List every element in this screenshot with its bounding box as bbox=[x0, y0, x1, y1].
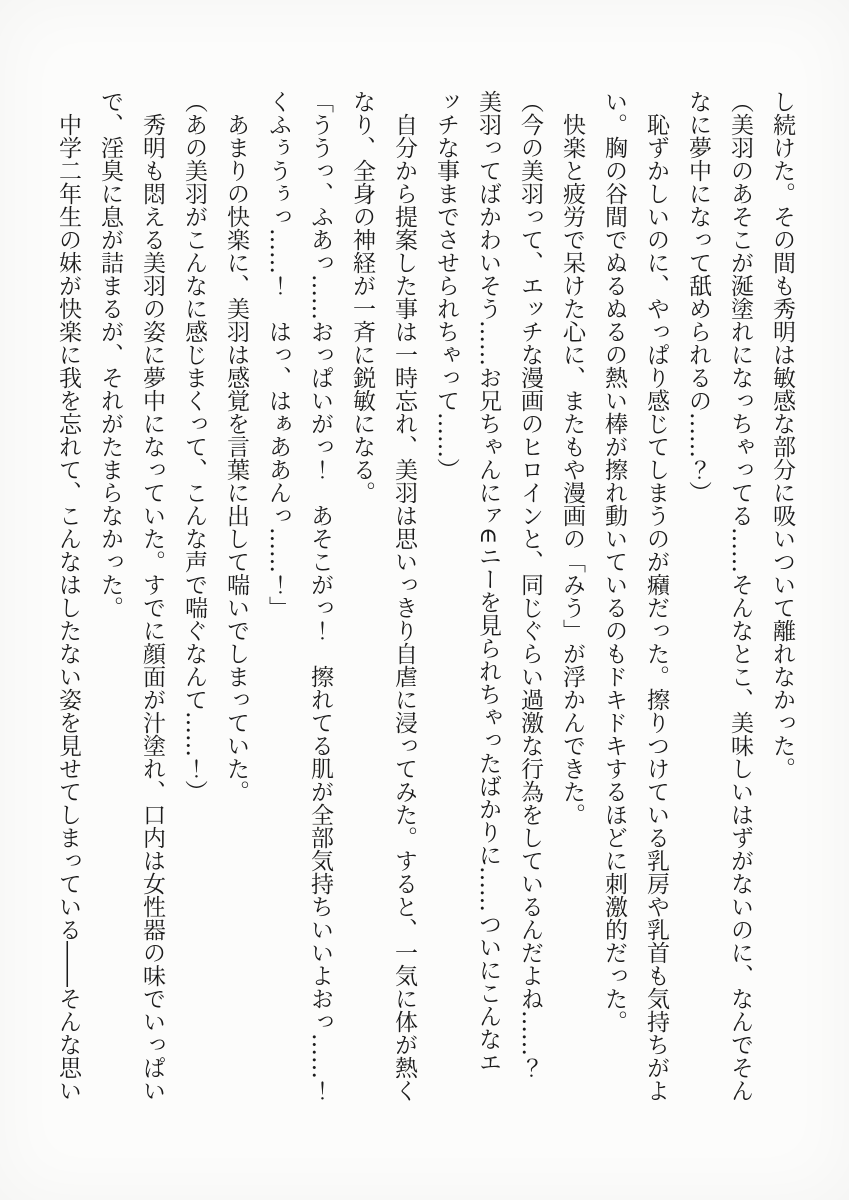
vertical-text-block bbox=[47, 90, 803, 1104]
text-line: 「ううっ、ふあっ……おっぱいがっ！ あそこがっ！ 擦れてる肌が全部気持ちいいよおっ……！ bbox=[307, 90, 333, 1102]
text-line: で、淫臭に息が詰まるが、それがたまらなかった。 bbox=[97, 90, 123, 619]
text-line: （あの美羽がこんなに感じまくって、こんな声で喘ぐなんて……！） bbox=[181, 90, 207, 803]
text-line: なに夢中になって舐められるの……？） bbox=[685, 90, 711, 504]
text-line: 自分から提案した事は一時忘れ、美羽は思いっきり自虐に浸ってみた。すると、一気に体が熱く bbox=[391, 90, 417, 1102]
text-line: い。胸の谷間でぬるぬるの熱い棒が擦れ動いているのもドキドキするほどに刺激的だった。 bbox=[601, 90, 627, 1033]
text-line: 快楽と疲労で呆けた心に、またもや漫画の「みう」が浮かんできた。 bbox=[559, 90, 585, 826]
text-line: 中学二年生の妹が快楽に我を忘れて、こんなはしたない姿を見せてしまっている――そんな思い bbox=[55, 90, 81, 1102]
text-line: 恥ずかしいのに、やっぱり感じてしまうのが癪だった。擦りつけている乳房や乳首も気持ちがよ bbox=[643, 90, 669, 1102]
text-line: （美羽のあそこが涎塗れになっちゃってる……そんなとこ、美味しいはずがないのに、なんでそん bbox=[727, 90, 753, 1102]
text-line: し続けた。その間も秀明は敏感な部分に吸いついて離れなかった。 bbox=[769, 90, 795, 780]
text-line: （今の美羽って、エッチな漫画のヒロインと、同じぐらい過激な行為をしているんだよね……？ bbox=[517, 90, 543, 1079]
text-line: あまりの快楽に、美羽は感覚を言葉に出して喘いでしまっていた。 bbox=[223, 90, 249, 803]
text-line: くふぅうぅっ……！ はっ、はぁああんっ……！」 bbox=[265, 90, 291, 619]
text-line: 美羽ってばかわいそう……お兄ちゃんにァ∈ニーを見られちゃったばかりに……ついにこんなエ bbox=[475, 90, 501, 1074]
text-line: なり、全身の神経が一斉に鋭敏になる。 bbox=[349, 90, 375, 504]
text-line: 秀明も悶える美羽の姿に夢中になっていた。すでに顔面が汁塗れ、口内は女性器の味でいっぱい bbox=[139, 90, 165, 1102]
text-line: ッチな事までさせられちゃって……） bbox=[433, 90, 459, 481]
